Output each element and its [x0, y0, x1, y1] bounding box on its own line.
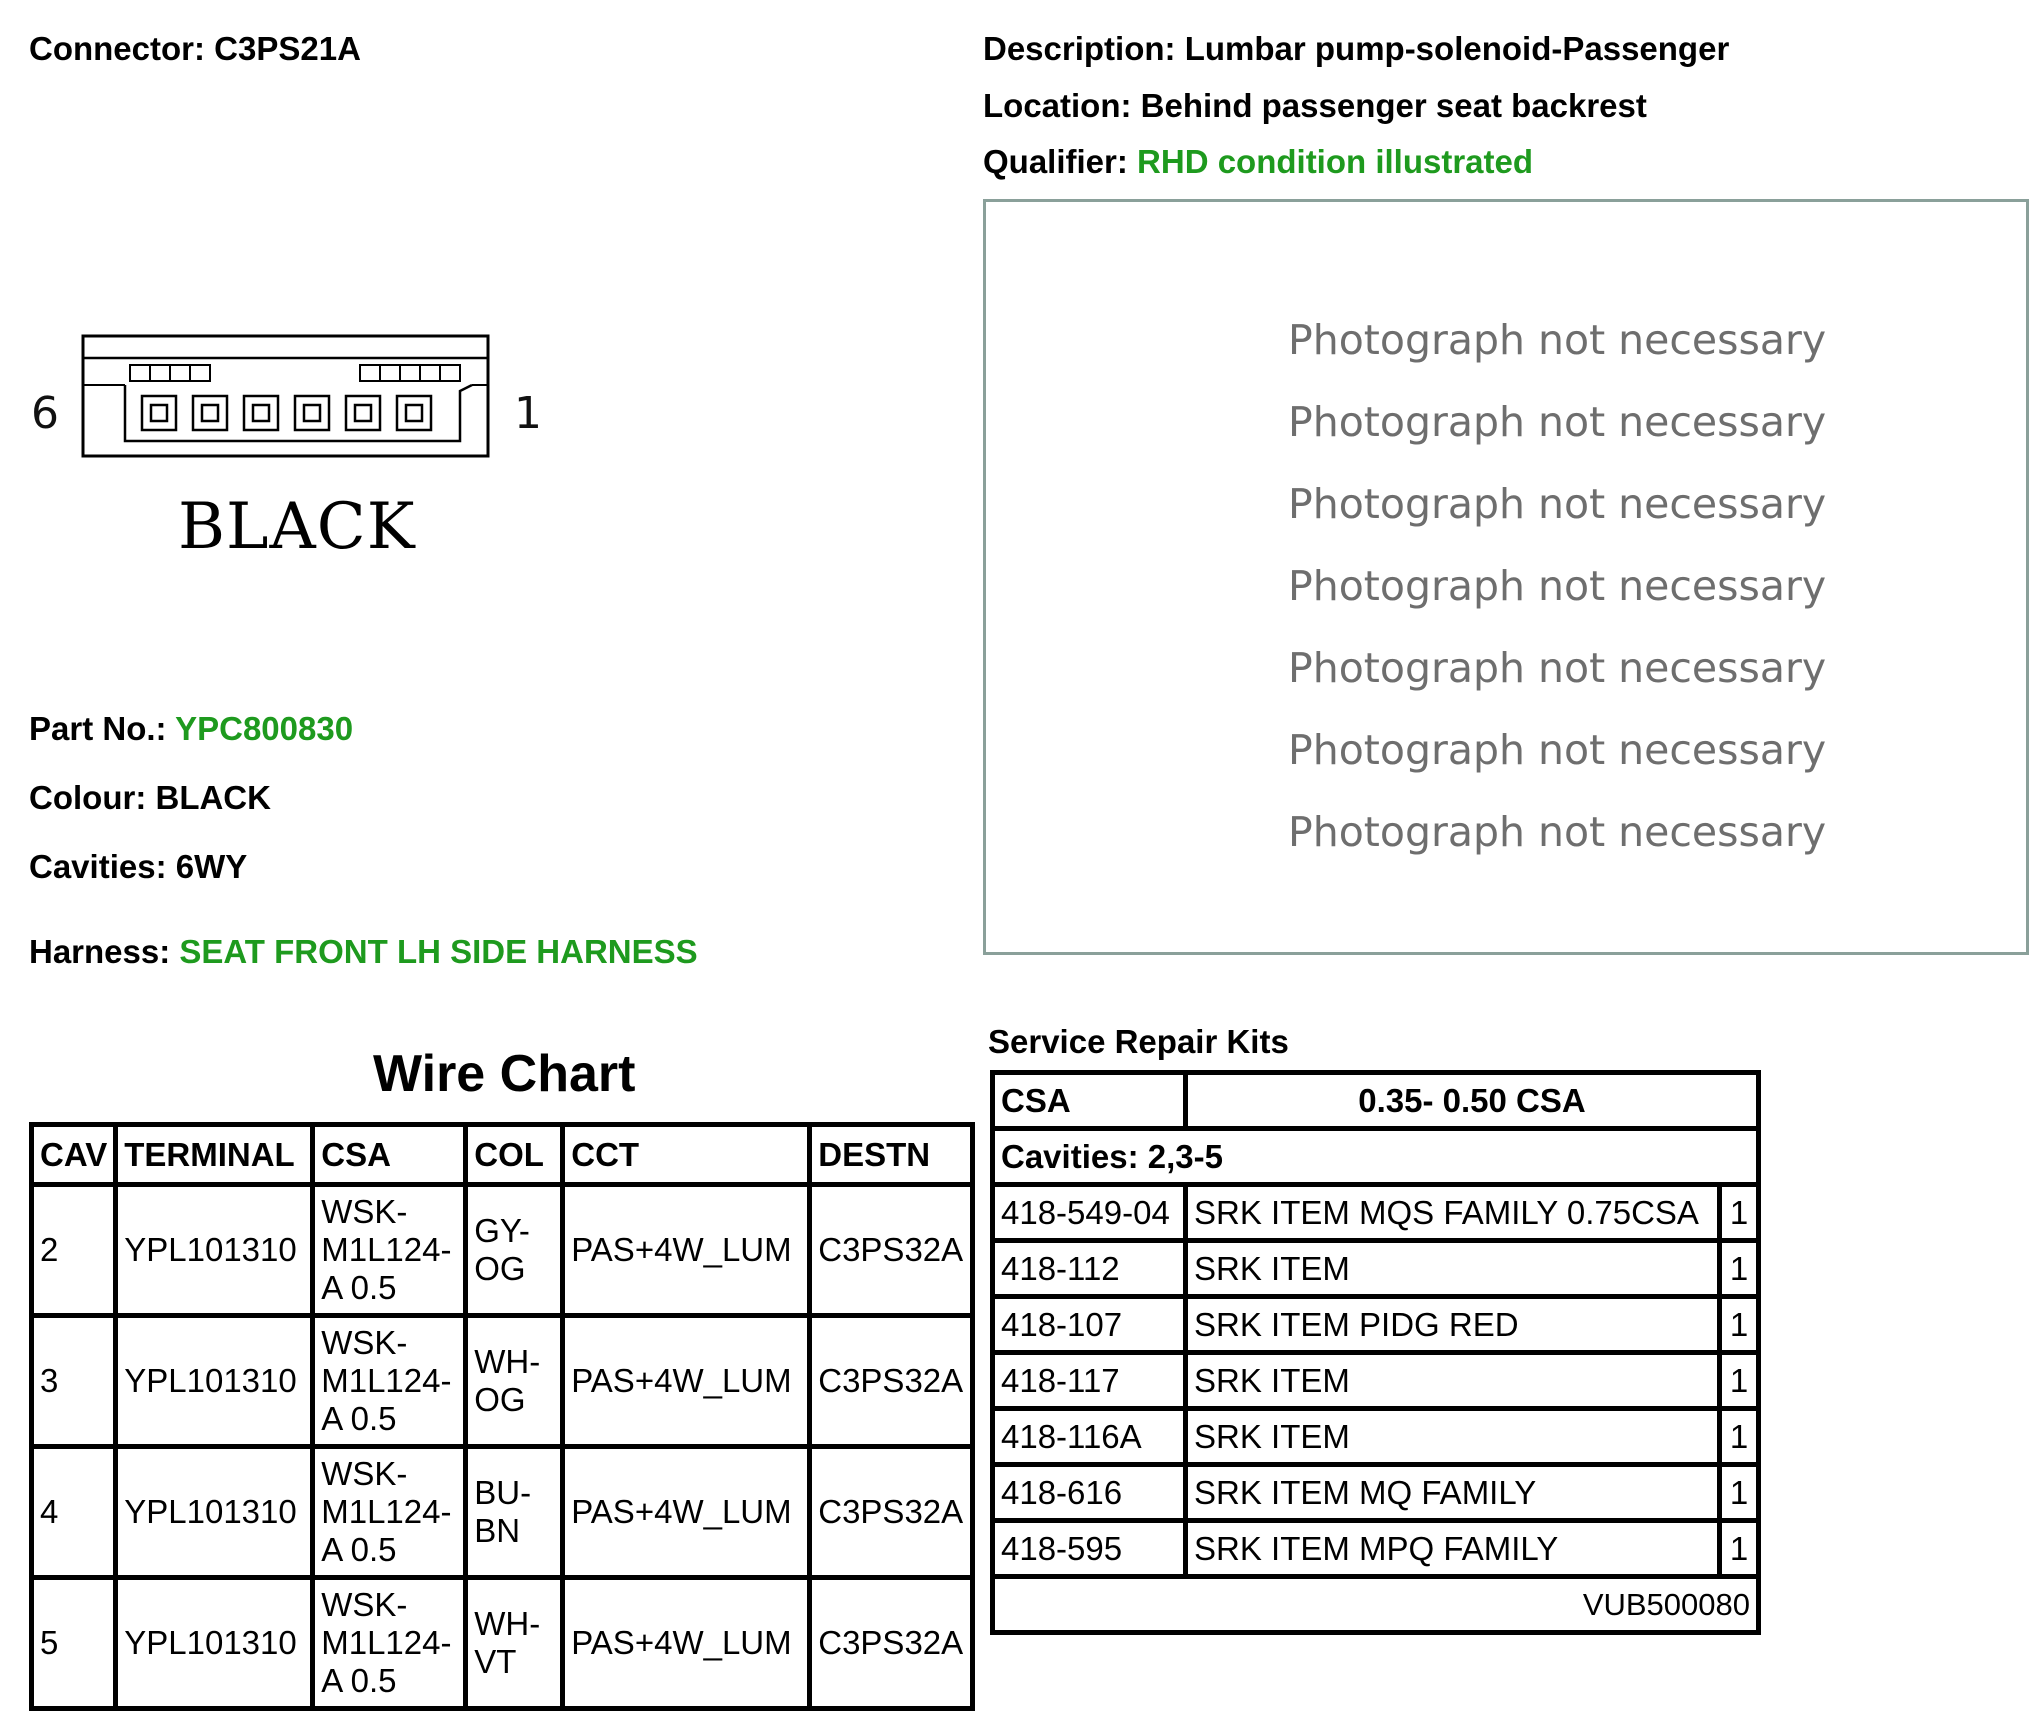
col-line: OG: [474, 1381, 526, 1418]
description-field: [983, 30, 1729, 68]
cavities-field: [29, 848, 247, 886]
table-row: [34, 1580, 970, 1706]
pin-label-right: 1: [514, 388, 542, 439]
harness-label: Harness:: [29, 933, 171, 970]
srk-csa-label: CSA: [995, 1075, 1188, 1131]
cell-cav: 4: [34, 1449, 118, 1580]
photo-line: Photograph not necessary: [1288, 726, 1827, 774]
srk-desc: SRK ITEM MQ FAMILY: [1188, 1467, 1722, 1523]
location-label: Location:: [983, 87, 1132, 124]
csa-line: M1L124-: [321, 1362, 452, 1399]
connector-housing: [80, 333, 494, 463]
cell-col: [468, 1318, 565, 1449]
cell-col: [468, 1580, 565, 1706]
wire-chart-title: Wire Chart: [373, 1045, 636, 1103]
qualifier-label: Qualifier:: [983, 143, 1128, 180]
csa-line: M1L124-: [321, 1624, 452, 1661]
cell-destn: C3PS32A: [812, 1187, 970, 1318]
qualifier-field: [983, 143, 1533, 181]
srk-desc: SRK ITEM: [1188, 1355, 1722, 1411]
srk-title: Service Repair Kits: [988, 1023, 1289, 1060]
photo-line: Photograph not necessary: [1288, 480, 1827, 528]
col-line: BU-: [474, 1474, 532, 1511]
cell-cav: 5: [34, 1580, 118, 1706]
srk-code: 418-595: [995, 1523, 1188, 1579]
part-number-field: [29, 710, 353, 748]
table-row: [995, 1411, 1756, 1467]
header-terminal: TERMINAL: [118, 1127, 315, 1187]
srk-desc: SRK ITEM PIDG RED: [1188, 1299, 1722, 1355]
srk-qty: 1: [1722, 1467, 1756, 1523]
srk-cavities-row: [995, 1131, 1756, 1187]
srk-header-row: [995, 1075, 1756, 1131]
cell-terminal: YPL101310: [118, 1449, 315, 1580]
header-cav: CAV: [34, 1127, 118, 1187]
description-value: Lumbar pump-solenoid-Passenger: [1184, 30, 1730, 67]
csa-line: WSK-: [321, 1324, 408, 1361]
cell-terminal: YPL101310: [118, 1318, 315, 1449]
photo-line: Photograph not necessary: [1288, 398, 1827, 446]
connector-color-label: BLACK: [178, 490, 416, 564]
srk-qty: 1: [1722, 1411, 1756, 1467]
srk-code: 418-117: [995, 1355, 1188, 1411]
csa-line: WSK-: [321, 1193, 408, 1230]
srk-desc: SRK ITEM MPQ FAMILY: [1188, 1523, 1722, 1579]
connector-field: [29, 30, 361, 68]
photo-line: Photograph not necessary: [1288, 808, 1827, 856]
srk-code: 418-107: [995, 1299, 1188, 1355]
cell-csa: [315, 1187, 468, 1318]
cell-cct: PAS+4W_LUM: [565, 1318, 812, 1449]
table-row: [995, 1355, 1756, 1411]
csa-line: M1L124-: [321, 1231, 452, 1268]
photo-line: Photograph not necessary: [1288, 644, 1827, 692]
photo-line: Photograph not necessary: [1288, 562, 1827, 610]
srk-cavities: Cavities: 2,3-5: [995, 1131, 1756, 1187]
col-line: BN: [474, 1512, 521, 1549]
cell-col: [468, 1449, 565, 1580]
cell-destn: C3PS32A: [812, 1318, 970, 1449]
header-col: COL: [468, 1127, 565, 1187]
table-row: [995, 1523, 1756, 1579]
part-number-label: Part No.:: [29, 710, 167, 747]
description-label: Description:: [983, 30, 1176, 67]
table-row: [995, 1299, 1756, 1355]
srk-code: 418-116A: [995, 1411, 1188, 1467]
col-line: VT: [474, 1643, 517, 1680]
srk-code: 418-549-04: [995, 1187, 1188, 1243]
cell-cav: 3: [34, 1318, 118, 1449]
cell-terminal: YPL101310: [118, 1580, 315, 1706]
col-line: WH-: [474, 1343, 541, 1380]
col-line: GY-: [474, 1212, 530, 1249]
table-row: [34, 1449, 970, 1580]
cell-col: [468, 1187, 565, 1318]
srk-qty: 1: [1722, 1355, 1756, 1411]
part-number-value: YPC800830: [175, 710, 354, 747]
cell-cct: PAS+4W_LUM: [565, 1449, 812, 1580]
cell-csa: [315, 1580, 468, 1706]
colour-value: BLACK: [155, 779, 271, 816]
csa-line: A 0.5: [321, 1662, 397, 1699]
srk-desc: SRK ITEM: [1188, 1411, 1722, 1467]
srk-qty: 1: [1722, 1187, 1756, 1243]
cell-cav: 2: [34, 1187, 118, 1318]
srk-desc: SRK ITEM: [1188, 1243, 1722, 1299]
wire-chart-table: [29, 1122, 975, 1711]
csa-line: A 0.5: [321, 1269, 397, 1306]
csa-line: WSK-: [321, 1455, 408, 1492]
table-row: [995, 1187, 1756, 1243]
cell-csa: [315, 1318, 468, 1449]
qualifier-value: RHD condition illustrated: [1137, 143, 1534, 180]
cell-cct: PAS+4W_LUM: [565, 1580, 812, 1706]
srk-desc: SRK ITEM MQS FAMILY 0.75CSA: [1188, 1187, 1722, 1243]
connector-label: Connector:: [29, 30, 205, 67]
cell-destn: C3PS32A: [812, 1449, 970, 1580]
csa-line: M1L124-: [321, 1493, 452, 1530]
cavities-label: Cavities:: [29, 848, 167, 885]
pin-label-left: 6: [31, 388, 59, 439]
cell-terminal: YPL101310: [118, 1187, 315, 1318]
srk-code: 418-112: [995, 1243, 1188, 1299]
harness-field: [29, 933, 698, 971]
header-cct: CCT: [565, 1127, 812, 1187]
srk-table: [990, 1070, 1761, 1635]
connector-value: C3PS21A: [214, 30, 361, 67]
srk-qty: 1: [1722, 1243, 1756, 1299]
colour-field: [29, 779, 271, 817]
csa-line: A 0.5: [321, 1531, 397, 1568]
csa-line: A 0.5: [321, 1400, 397, 1437]
table-row: [34, 1318, 970, 1449]
srk-code: 418-616: [995, 1467, 1188, 1523]
srk-footer-code: VUB500080: [1582, 1586, 1750, 1622]
header-destn: DESTN: [812, 1127, 970, 1187]
srk-qty: 1: [1722, 1299, 1756, 1355]
col-line: OG: [474, 1250, 526, 1287]
table-row: [995, 1243, 1756, 1299]
col-line: WH-: [474, 1605, 541, 1642]
table-row: [34, 1187, 970, 1318]
colour-label: Colour:: [29, 779, 147, 816]
srk-csa-value: 0.35- 0.50 CSA: [1188, 1075, 1756, 1131]
photo-line: Photograph not necessary: [1288, 316, 1827, 364]
cell-cct: PAS+4W_LUM: [565, 1187, 812, 1318]
table-row: [995, 1467, 1756, 1523]
header-csa: CSA: [315, 1127, 468, 1187]
location-field: [983, 87, 1647, 125]
harness-value: SEAT FRONT LH SIDE HARNESS: [179, 933, 698, 970]
location-value: Behind passenger seat backrest: [1140, 87, 1647, 124]
cell-destn: C3PS32A: [818, 1624, 964, 1661]
cell-csa: [315, 1449, 468, 1580]
csa-line: WSK-: [321, 1586, 408, 1623]
cavities-value: 6WY: [175, 848, 248, 885]
wire-chart-header-row: [34, 1127, 970, 1187]
srk-footer-row: [995, 1579, 1756, 1630]
srk-qty: 1: [1722, 1523, 1756, 1579]
